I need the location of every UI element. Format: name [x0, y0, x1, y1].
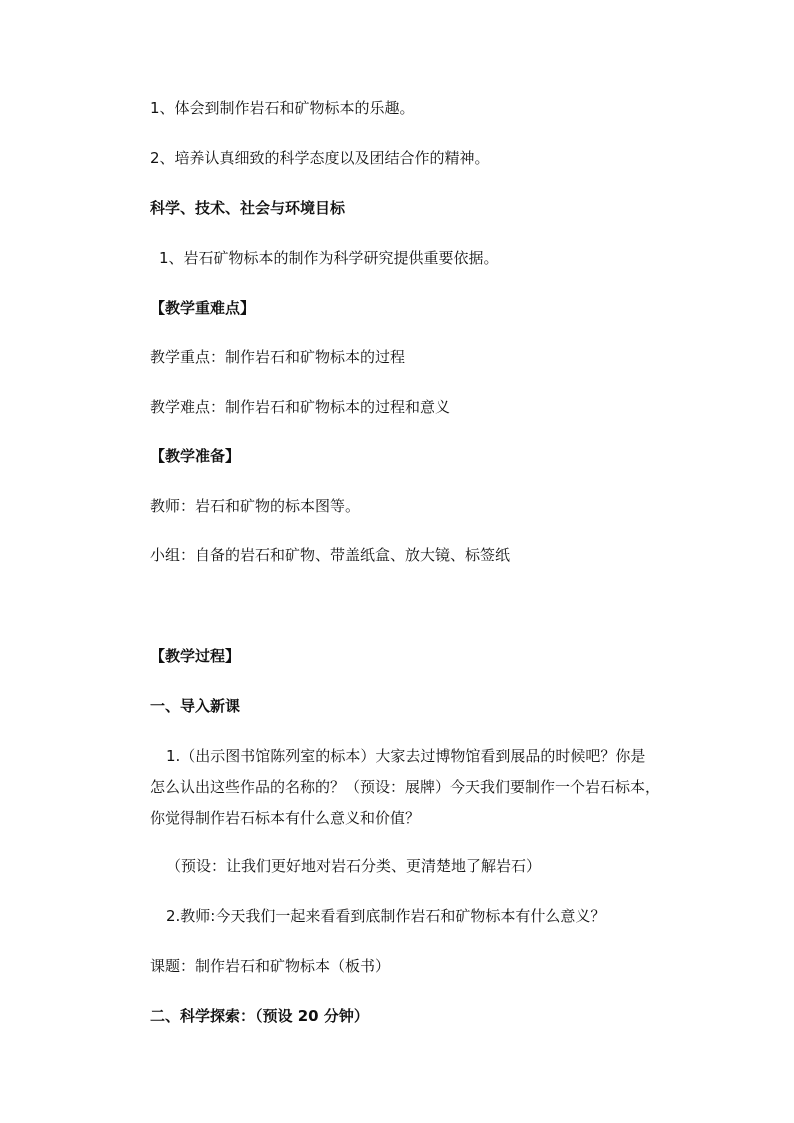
key-points-difficulty: 教学难点：制作岩石和矿物标本的过程和意义 — [150, 398, 451, 416]
para1-note: （预设：让我们更好地对岩石分类、更清楚地了解岩石） — [166, 857, 542, 875]
para2: 2.教师:今天我们一起来看看到底制作岩石和矿物标本有什么意义？ — [166, 907, 606, 925]
preparation-teacher: 教师：岩石和矿物的标本图等。 — [150, 497, 361, 515]
topic-line: 课题：制作岩石和矿物标本（板书） — [150, 957, 391, 975]
para1-line2: 怎么认出这些作品的名称的？（预设：展牌）今天我们要制作一个岩石标本， — [150, 778, 661, 796]
section2-heading: 二、科学探索：（预设 20 分钟） — [150, 1007, 369, 1025]
para1-line3: 你觉得制作岩石标本有什么意义和价值？ — [150, 809, 421, 827]
process-heading: 【教学过程】 — [150, 647, 241, 665]
key-points-focus: 教学重点：制作岩石和矿物标本的过程 — [150, 348, 406, 366]
objective-emotion-2: 2、培养认真细致的科学态度以及团结合作的精神。 — [150, 149, 490, 167]
key-points-heading: 【教学重难点】 — [150, 299, 256, 317]
para1-line1: 1.（出示图书馆陈列室的标本）大家去过博物馆看到展品的时候吧？你是 — [166, 747, 646, 765]
preparation-heading: 【教学准备】 — [150, 447, 241, 465]
objective-emotion-1: 1、体会到制作岩石和矿物标本的乐趣。 — [150, 99, 415, 117]
section1-heading: 一、导入新课 — [150, 697, 241, 715]
preparation-group: 小组：自备的岩石和矿物、带盖纸盒、放大镜、标签纸 — [150, 546, 511, 564]
objective-stse-1: 1、岩石矿物标本的制作为科学研究提供重要依据。 — [159, 249, 499, 267]
stse-heading: 科学、技术、社会与环境目标 — [150, 199, 346, 217]
